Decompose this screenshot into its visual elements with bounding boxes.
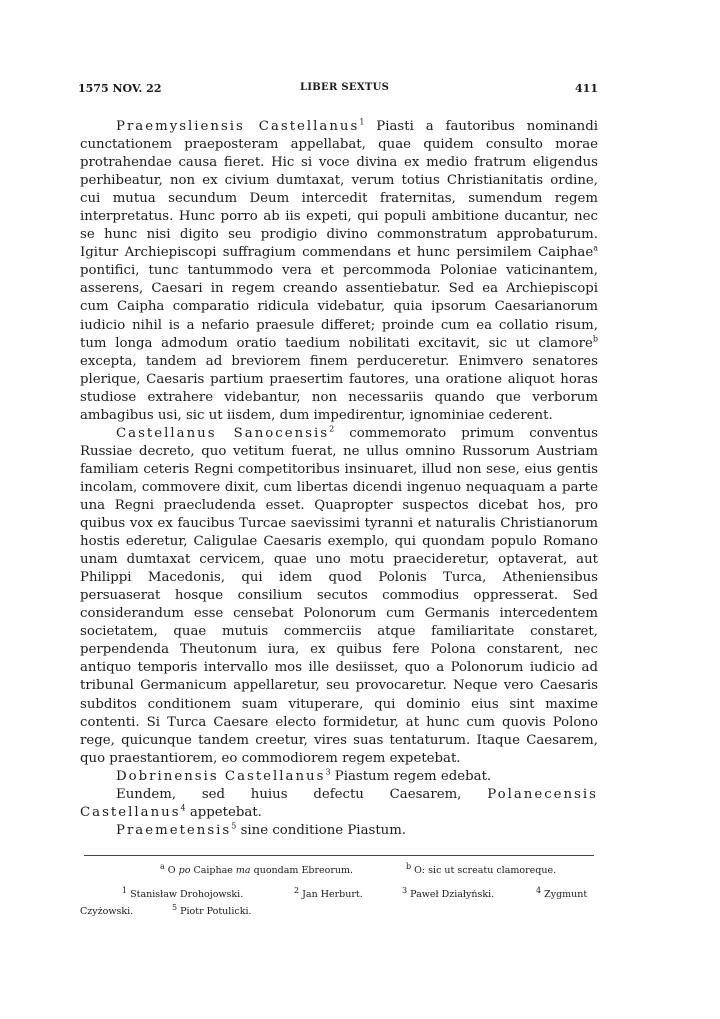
footnote-ref: 3 [325, 767, 331, 777]
paragraph-text: sine conditione Piastum. [236, 822, 407, 838]
paragraph-2 [80, 425, 598, 768]
speaker-name: Dobrinensis Castellanus [116, 768, 326, 784]
apparatus-ref: b [592, 334, 598, 344]
paragraph-text: Piasti a fautoribus nominandi cunctationem praeposteram appellabat, quae quidem consulto morae protrahendae causa fieret. Hic si voce divina ex medio fratrum eligendus perhibeatur, non ex civium dumtaxat, verum totius Christianitatis ordine, cui mutua secundum Deum intercedit fraternitas, sumendum regem interpretatus. Hunc porro ab iis expeti, qui populi ambitione ducantur, nec se hunc nisi digito seu prodigio divino commonstratum approbaturum. Igitur Archiepiscopi suffragium commendans et hunc persimilem Caiphae [80, 119, 598, 261]
speaker-name: Praemetensis [116, 822, 232, 838]
apparatus-note: $^a$ O po Caiphae ma quondam Ebreorum. [160, 861, 354, 876]
footnote: $^1$ Stanisław Drohojowski. [122, 885, 244, 900]
apparatus-mark: a [160, 861, 165, 871]
running-header [78, 82, 598, 102]
footnote: $^2$ Jan Herburt. [294, 885, 363, 900]
paragraph-text: pontifici, tunc tantummodo vera et percommoda Poloniae vaticinantem, asserens, Caesari in regem creando assentiebatur. Sed ea Archiepiscopi cum Caipha comparatio ridicula videbatur, quia ipsorum Caesarianorum iudicio nihil is a nefario praesule differet; proinde cum ea collatio risum, tum longa admodum oratio taedium nobilitati excitavit, sic ut clamore [80, 263, 598, 351]
footnote-ref: 2 [329, 424, 335, 434]
footnote-ref: 1 [359, 117, 365, 127]
main-text [80, 118, 598, 840]
page-number: 411 [575, 82, 598, 95]
apparatus-note: $^b$ O: sic ut screatu clamoreque. [406, 861, 557, 876]
footnote-row [80, 903, 600, 920]
paragraph-text: commemorato primum conventus Russiae decreto, quo vetitum fuerat, ne ullus omnino Russorum Austriam familiam ceteris Regni competitoribus insinuaret, illud non sese, eius gentis incolam, commovere dixit, cum libertas dicendi ingenuo nequaquam a parte una Regni praecludenda esset. Quapropter suspectos dicebat hos, pro quibus vox ex faucibus Turcae saevissimi tyranni et naturalis Christianorum hostis ederetur, Caligulae Caesaris exemplo, qui quondam populo Romano unam dumtaxat cervicem, quae uno motu praecideretur, optaverat, aut Philippi Macedonis, qui idem quod Polonis Turca, Atheniensibus persuaserat hosque consilium secutos commodius oppresserat. Sed considerandum esse censebat Polonorum cum Germanis intercedentem societatem, quae mutuis commerciis atque familiaritate constaret, perpendenda Theutonum iura, ex quibus fere Polona constarent, nec antiquo temporis intervallo mos ille desiisset, quo a Polonorum iudicio ad tribunal Germanicum appellaretur, seu provocaretur. Neque vero Caesaris subditos conditionem suam vituperare, qui dominio eius sint maxime contenti. Si Turca Caesare electo formidetur, at hunc cum quovis Polono rege, quicunque tandem creetur, vires suas tentaturum. Itaque Caesarem, quo praestantiorem, eo commodiorem regem expetebat. [80, 425, 598, 766]
apparatus-mark: b [406, 861, 412, 871]
paragraph-text: Eundem, sed huius defectu Caesarem, [116, 786, 488, 802]
header-title: LIBER SEXTUS [300, 82, 390, 93]
paragraph-5 [80, 822, 598, 840]
footnote: Czyżowski. [80, 906, 134, 917]
apparatus-ref: a [593, 243, 598, 253]
footnote-ref: 4 [180, 803, 186, 813]
speaker-name: Polanecensis Castellanus [80, 786, 598, 820]
paragraph-4 [80, 786, 598, 822]
paragraph-text: appetebat. [185, 804, 262, 820]
paragraph-text: Piastum regem edebat. [330, 768, 492, 784]
header-date: 1575 NOV. 22 [78, 82, 162, 95]
footnote-divider [84, 855, 594, 856]
paragraph-1 [80, 118, 598, 425]
footnote-ref: 5 [231, 821, 237, 831]
footnote: $^3$ Paweł Działyński. [402, 885, 495, 900]
speaker-name: Castellanus Sanocensis [116, 425, 330, 441]
footnote: $^5$ Piotr Potulicki. [172, 902, 252, 917]
footnote: $^4$ Zygmunt [536, 885, 588, 900]
speaker-name: Praemysliensis Castellanus [116, 119, 360, 134]
paragraph-3 [80, 768, 598, 786]
footnotes [80, 886, 600, 920]
footnote-row [80, 886, 600, 903]
paragraph-text: excepta, tandem ad breviorem finem perduceretur. Enimvero senatores plerique, Caesaris partium praesertim fautores, una oratione aliquot horas studiose extrahere videbantur, non necessariis quando que verborum ambagibus usi, sic ut iisdem, dum impedirentur, ignominiae cederent. [80, 353, 598, 423]
